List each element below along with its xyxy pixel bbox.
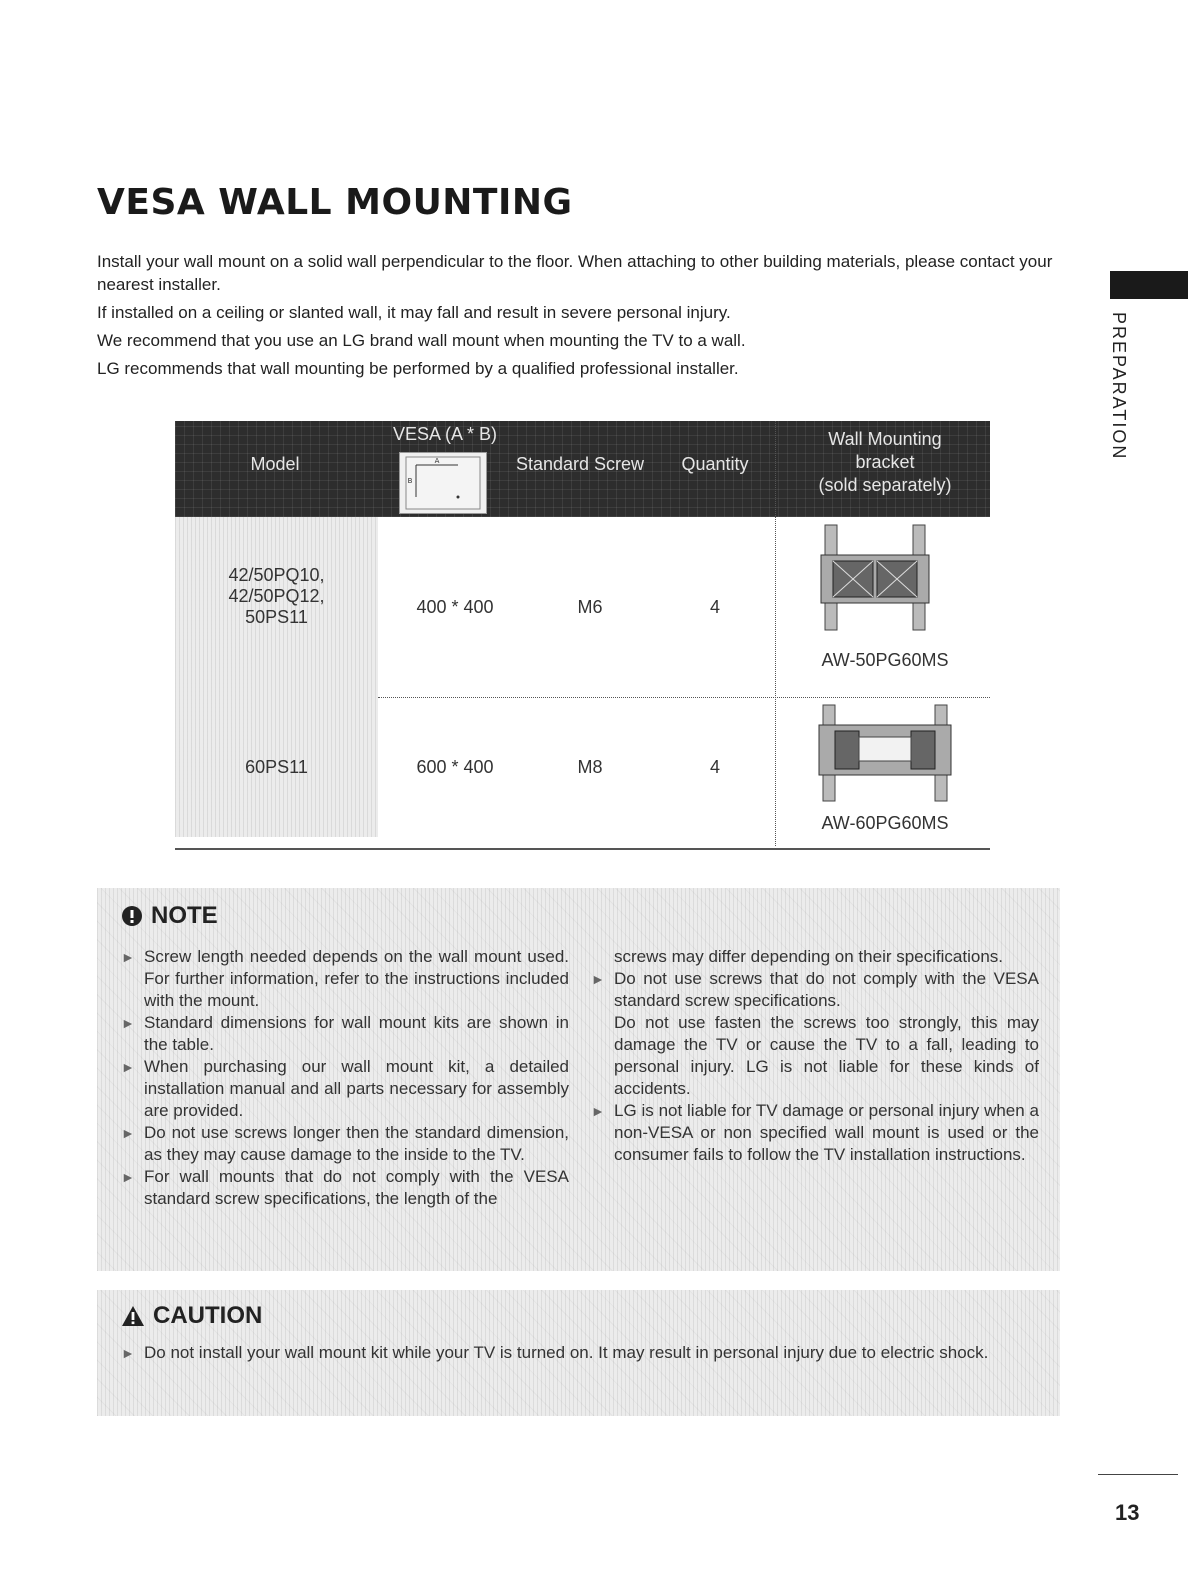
page-number-rule [1098, 1474, 1178, 1475]
wall-bracket-image [815, 703, 955, 805]
caution-box [97, 1290, 1060, 1416]
caution-items [119, 1342, 1039, 1364]
section-label: PREPARATION [1109, 312, 1129, 461]
intro-paragraph: LG recommends that wall mounting be performed by a qualified professional installer. [97, 359, 739, 378]
warning-icon [121, 1305, 145, 1327]
note-item: ► Screw length needed depends on the wall mount used. For further information, refer to the instructions included with the mount. [119, 946, 569, 1012]
table-row-quantity: 4 [709, 757, 720, 777]
header-bracket-line: (sold separately) [818, 475, 952, 495]
row-divider [378, 697, 990, 698]
intro-paragraph: If installed on a ceiling or slanted wall, it may fall and result in severe personal injury. [97, 303, 731, 322]
vesa-b-label: B [407, 477, 413, 485]
header-quantity: Quantity [681, 454, 749, 474]
info-icon [121, 905, 143, 927]
header-standard-screw: Standard Screw [515, 454, 645, 474]
note-item: ► Do not use screws that do not comply with the VESA standard screw specifications. [589, 968, 1039, 1012]
intro-paragraph: We recommend that you use an LG brand wall mount when mounting the TV to a wall. [97, 331, 746, 350]
note-right-column [589, 946, 1039, 1166]
vesa-diagram-icon [399, 452, 487, 514]
table-row-model [175, 565, 378, 628]
table-row-model: 60PS11 [245, 757, 308, 777]
note-item: ► For wall mounts that do not comply with the VESA standard screw specifications, the length of the [119, 1166, 569, 1210]
page-number: 13 [1115, 1500, 1140, 1525]
table-row-vesa: 600 * 400 [416, 757, 494, 777]
note-item: ► Do not use screws longer then the standard dimension, as they may cause damage to the inside to the TV. [119, 1122, 569, 1166]
header-vesa: VESA (A * B) [392, 424, 498, 444]
table-row-screw: M8 [577, 757, 603, 777]
intro-paragraph: Install your wall mount on a solid wall perpendicular to the floor. When attaching to other building materials, please contact your nearest installer. [97, 252, 1053, 294]
note-box [97, 888, 1060, 1271]
model-line: 42/50PQ12, [228, 586, 325, 606]
note-item-extra: Do not use fasten the screws too strongly, this may damage the TV or cause the TV to a fall, leading to personal injury. LG is not liable for these kinds of accidents. [614, 1013, 1039, 1098]
table-row-quantity: 4 [709, 597, 720, 617]
table-row-screw: M6 [577, 597, 603, 617]
intro-text [97, 250, 1057, 385]
caution-title-text: CAUTION [153, 1302, 263, 1329]
table-row-vesa: 400 * 400 [416, 597, 494, 617]
table-bottom-rule [175, 848, 990, 850]
note-title [121, 902, 218, 930]
bracket-model-label: AW-50PG60MS [821, 650, 949, 670]
note-left-column [119, 946, 569, 1210]
table-header [175, 421, 990, 517]
note-item-continuation: screws may differ depending on their specifications. [614, 947, 1003, 966]
caution-title [121, 1302, 262, 1330]
bracket-model-label: AW-60PG60MS [821, 813, 949, 833]
vesa-table [175, 421, 990, 851]
page-title: VESA WALL MOUNTING [97, 182, 573, 223]
note-item: ► LG is not liable for TV damage or personal injury when a non-VESA or non specified wall mount is used or the consumer fails to follow the TV installation instructions. [589, 1100, 1039, 1166]
note-item: ► Standard dimensions for wall mount kits are shown in the table. [119, 1012, 569, 1056]
header-model: Model [250, 454, 300, 474]
note-item: ► When purchasing our wall mount kit, a detailed installation manual and all parts necessary for assembly are provided. [119, 1056, 569, 1122]
column-divider [775, 421, 776, 846]
wall-bracket-image [815, 523, 935, 635]
caution-item: ► Do not install your wall mount kit while your TV is turned on. It may result in personal injury due to electric shock. [119, 1342, 1039, 1364]
header-bracket-line: bracket [855, 452, 915, 472]
section-tab-marker [1110, 271, 1188, 299]
model-line: 50PS11 [245, 607, 308, 627]
header-bracket-line: Wall Mounting [828, 429, 942, 449]
vesa-a-label: A [434, 457, 440, 465]
model-line: 42/50PQ10, [228, 565, 325, 585]
header-wall-mounting-bracket [795, 428, 975, 497]
note-title-text: NOTE [151, 902, 218, 929]
